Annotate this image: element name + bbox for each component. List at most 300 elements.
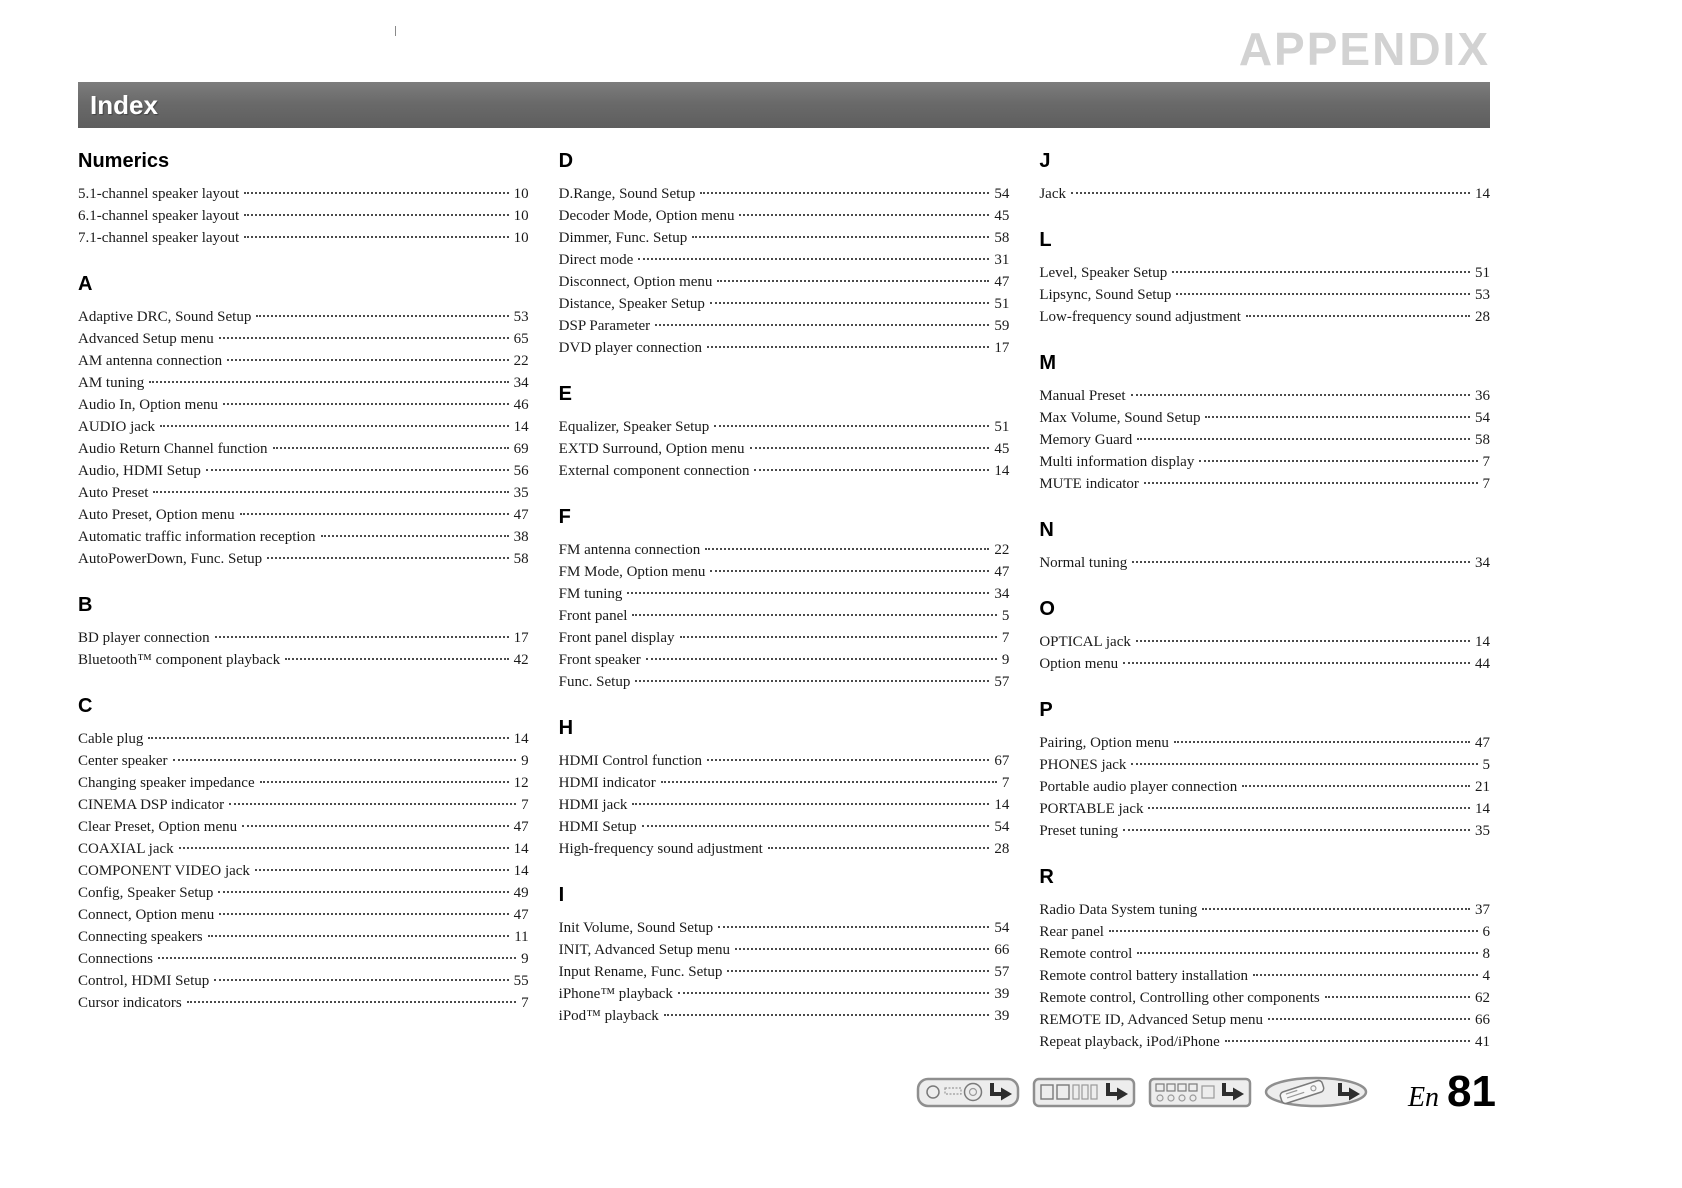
index-entry-page-number: 56 [513, 463, 529, 479]
index-entry [78, 504, 529, 526]
index-entry-label: Decoder Mode, Option menu [558, 208, 735, 224]
dotted-leader [750, 447, 990, 449]
index-entry-page-number: 7 [1001, 630, 1010, 646]
dotted-leader [267, 557, 509, 559]
index-entry-label: FM Mode, Option menu [558, 564, 706, 580]
index-entry-label: Control, HDMI Setup [78, 973, 210, 989]
index-entry-label: FM antenna connection [558, 542, 701, 558]
index-entry-page-number: 14 [994, 797, 1010, 813]
dotted-leader [1109, 930, 1478, 932]
index-entry [1039, 820, 1490, 842]
index-entry-page-number: 44 [1475, 656, 1491, 672]
dotted-leader [153, 491, 508, 493]
index-entry-page-number: 14 [513, 731, 529, 747]
index-section-heading: L [1039, 229, 1052, 251]
index-entry [1039, 732, 1490, 754]
footer-reference-icons [916, 1072, 1368, 1112]
index-entry-label: Connecting speakers [78, 929, 203, 945]
index-entry-label: Distance, Speaker Setup [558, 296, 705, 312]
index-entry-page-number: 66 [994, 942, 1010, 958]
index-entry-label: Remote control [1039, 946, 1133, 962]
front-panel-display-icon [1032, 1072, 1136, 1112]
page-footer [916, 1067, 1496, 1116]
index-entry [78, 860, 529, 882]
dotted-leader [661, 781, 997, 783]
index-entry [1039, 1009, 1490, 1031]
index-entry [78, 350, 529, 372]
index-entry-label: Equalizer, Speaker Setup [558, 419, 710, 435]
index-entry-page-number: 10 [513, 186, 529, 202]
dotted-leader [158, 957, 516, 959]
index-entry-page-number: 22 [994, 542, 1010, 558]
index-entry [78, 227, 529, 249]
rear-panel-icon [1148, 1072, 1252, 1112]
index-entry-label: PORTABLE jack [1039, 801, 1144, 817]
index-entry-label: Level, Speaker Setup [1039, 265, 1168, 281]
dotted-leader [1071, 192, 1470, 194]
index-entry [78, 372, 529, 394]
dotted-leader [1199, 460, 1477, 462]
index-entry-label: 6.1-channel speaker layout [78, 208, 240, 224]
index-entry-page-number: 28 [1475, 309, 1491, 325]
index-section-heading: A [78, 273, 93, 295]
dotted-leader [256, 315, 508, 317]
index-entry-label: MUTE indicator [1039, 476, 1139, 492]
dotted-leader [632, 803, 989, 805]
index-entry [559, 917, 1010, 939]
index-entry [559, 1005, 1010, 1027]
index-entry-page-number: 55 [513, 973, 529, 989]
index-entry-label: High-frequency sound adjustment [558, 841, 763, 857]
index-section-heading: H [558, 717, 574, 739]
dotted-leader [1137, 952, 1477, 954]
index-entry-page-number: 14 [1475, 634, 1491, 650]
index-section-heading: R [1039, 866, 1054, 888]
index-entry-label: HDMI Control function [558, 753, 702, 769]
dotted-leader [285, 658, 509, 660]
index-entry [78, 394, 529, 416]
index-entry [78, 948, 529, 970]
index-entry-label: REMOTE ID, Advanced Setup menu [1039, 1012, 1264, 1028]
index-entry-page-number: 47 [513, 907, 529, 923]
index-entry-page-number: 21 [1475, 779, 1491, 795]
index-entry [1039, 631, 1490, 653]
index-entry-page-number: 57 [994, 674, 1010, 690]
index-section-heading: P [1039, 699, 1053, 721]
index-entry-label: 5.1-channel speaker layout [78, 186, 240, 202]
index-entry-page-number: 28 [994, 841, 1010, 857]
dotted-leader [1253, 974, 1477, 976]
dotted-leader [173, 759, 517, 761]
dotted-leader [219, 913, 508, 915]
index-entry-label: Option menu [1039, 656, 1119, 672]
index-section-heading: F [558, 506, 571, 528]
index-entry-page-number: 51 [994, 419, 1010, 435]
index-entry-page-number: 36 [1475, 388, 1491, 404]
index-entry-label: Front panel [558, 608, 628, 624]
index-entry [559, 983, 1010, 1005]
index-entry-label: Audio, HDMI Setup [78, 463, 201, 479]
dotted-leader [1242, 785, 1470, 787]
index-entry-page-number: 53 [513, 309, 529, 325]
index-entry [78, 328, 529, 350]
index-entry-page-number: 47 [1475, 735, 1491, 751]
dotted-leader [1174, 741, 1470, 743]
index-entry-page-number: 37 [1475, 902, 1491, 918]
index-entry-page-number: 54 [994, 819, 1010, 835]
dotted-leader [214, 979, 508, 981]
index-entry-label: Changing speaker impedance [78, 775, 255, 791]
index-entry-label: Rear panel [1039, 924, 1104, 940]
index-entry [559, 271, 1010, 293]
dotted-leader [692, 236, 989, 238]
index-entry-page-number: 69 [513, 441, 529, 457]
index-entry [78, 904, 529, 926]
index-entry-label: BD player connection [78, 630, 210, 646]
dotted-leader [1131, 394, 1470, 396]
index-entry [559, 293, 1010, 315]
index-entry-page-number: 34 [994, 586, 1010, 602]
dotted-leader [705, 548, 989, 550]
index-entry [1039, 306, 1490, 328]
dotted-leader [187, 1001, 516, 1003]
index-entry [1039, 987, 1490, 1009]
index-entry-label: Audio In, Option menu [78, 397, 218, 413]
index-entry-page-number: 65 [513, 331, 529, 347]
index-entry [559, 460, 1010, 482]
index-entry [78, 728, 529, 750]
index-entry-label: FM tuning [558, 586, 623, 602]
index-section-heading: N [1039, 519, 1054, 541]
index-entry-page-number: 35 [513, 485, 529, 501]
crop-mark [395, 26, 396, 36]
dotted-leader [642, 825, 990, 827]
index-entry [559, 772, 1010, 794]
index-entry [78, 926, 529, 948]
index-entry [559, 337, 1010, 359]
dotted-leader [1268, 1018, 1470, 1020]
index-entry-label: AutoPowerDown, Func. Setup [78, 551, 263, 567]
index-entry [78, 992, 529, 1014]
index-entry-label: Low-frequency sound adjustment [1039, 309, 1241, 325]
index-entry-label: Front speaker [558, 652, 641, 668]
dotted-leader [707, 759, 989, 761]
index-entry [559, 249, 1010, 271]
dotted-leader [727, 970, 989, 972]
index-entry-page-number: 45 [994, 441, 1010, 457]
index-entry [559, 750, 1010, 772]
index-entry-page-number: 17 [994, 340, 1010, 356]
index-entry-page-number: 39 [994, 1008, 1010, 1024]
index-entry [559, 227, 1010, 249]
index-entry-page-number: 9 [521, 951, 529, 967]
dotted-leader [664, 1014, 990, 1016]
dotted-leader [208, 935, 510, 937]
index-entry-page-number: 47 [513, 507, 529, 523]
dotted-leader [1131, 763, 1477, 765]
dotted-leader [1136, 640, 1470, 642]
index-entry [78, 882, 529, 904]
index-entry-page-number: 7 [521, 995, 529, 1011]
dotted-leader [754, 469, 989, 471]
index-entry-label: Advanced Setup menu [78, 331, 214, 347]
index-entry-page-number: 54 [994, 186, 1010, 202]
dotted-leader [219, 337, 509, 339]
index-entry [559, 438, 1010, 460]
index-entry-label: Connect, Option menu [78, 907, 215, 923]
dotted-leader [735, 948, 989, 950]
index-entry-label: iPod™ playback [558, 1008, 659, 1024]
dotted-leader [678, 992, 989, 994]
index-entry-page-number: 39 [994, 986, 1010, 1002]
index-entry-label: OPTICAL jack [1039, 634, 1131, 650]
index-entry [78, 772, 529, 794]
index-entry [559, 561, 1010, 583]
dotted-leader [227, 359, 509, 361]
index-entry [1039, 407, 1490, 429]
dotted-leader [1202, 908, 1470, 910]
index-entry [78, 416, 529, 438]
remote-control-icon [1264, 1072, 1368, 1112]
index-entry-page-number: 53 [1475, 287, 1491, 303]
index-entry-page-number: 14 [513, 863, 529, 879]
page-identifier [1407, 1067, 1496, 1116]
index-entry [559, 583, 1010, 605]
index-entry [1039, 798, 1490, 820]
dotted-leader [244, 192, 508, 194]
index-entry [1039, 653, 1490, 675]
index-entry-page-number: 45 [994, 208, 1010, 224]
dotted-leader [148, 737, 508, 739]
index-entry [1039, 1031, 1490, 1053]
index-entry [1039, 385, 1490, 407]
dotted-leader [1137, 438, 1470, 440]
index-entry [559, 416, 1010, 438]
index-entry-label: Center speaker [78, 753, 168, 769]
index-entry-page-number: 11 [514, 929, 529, 945]
index-section-heading: M [1039, 352, 1057, 374]
dotted-leader [717, 280, 989, 282]
dotted-leader [646, 658, 997, 660]
dotted-leader [206, 469, 509, 471]
index-section-heading: I [558, 884, 565, 906]
index-entry-label: Manual Preset [1039, 388, 1126, 404]
index-entry [78, 816, 529, 838]
index-section-heading: B [78, 594, 93, 616]
index-title: Index [90, 89, 158, 120]
index-entry-label: Bluetooth™ component playback [78, 652, 281, 668]
index-entry-label: D.Range, Sound Setup [558, 186, 696, 202]
index-entry [1039, 451, 1490, 473]
index-entry [559, 961, 1010, 983]
index-entry [78, 794, 529, 816]
dotted-leader [215, 636, 509, 638]
index-entry-label: HDMI jack [558, 797, 628, 813]
index-entry-label: Cursor indicators [78, 995, 182, 1011]
dotted-leader [260, 781, 509, 783]
index-entry-label: INIT, Advanced Setup menu [558, 942, 731, 958]
index-entry-page-number: 6 [1482, 924, 1491, 940]
index-entry-page-number: 58 [513, 551, 529, 567]
index-entry [78, 548, 529, 570]
dotted-leader [160, 425, 509, 427]
front-panel-icon [916, 1072, 1020, 1112]
index-entry-label: Portable audio player connection [1039, 779, 1238, 795]
dotted-leader [710, 570, 989, 572]
index-entry-page-number: 42 [513, 652, 529, 668]
index-entry-label: Pairing, Option menu [1039, 735, 1169, 751]
index-entry-label: COAXIAL jack [78, 841, 174, 857]
index-entry-page-number: 67 [994, 753, 1010, 769]
dotted-leader [1176, 293, 1470, 295]
index-entry-page-number: 14 [1475, 801, 1491, 817]
index-entry [559, 183, 1010, 205]
dotted-leader [635, 680, 989, 682]
index-entry-label: HDMI indicator [558, 775, 656, 791]
page-number: 81 [1447, 1067, 1496, 1116]
index-entry-page-number: 41 [1475, 1034, 1491, 1050]
index-entry-label: Clear Preset, Option menu [78, 819, 238, 835]
language-label: En [1407, 1082, 1440, 1113]
index-entry [1039, 776, 1490, 798]
index-entry-label: Remote control, Controlling other components [1039, 990, 1320, 1006]
index-entry-label: Jack [1039, 186, 1066, 202]
index-entry-label: Audio Return Channel function [78, 441, 268, 457]
index-entry [1039, 473, 1490, 495]
index-entry-page-number: 14 [994, 463, 1010, 479]
index-entry-label: AUDIO jack [78, 419, 156, 435]
index-entry-label: Front panel display [558, 630, 675, 646]
index-entry-label: Remote control battery installation [1039, 968, 1249, 984]
index-entry-page-number: 7 [1001, 775, 1010, 791]
index-column-2 [559, 148, 1010, 1053]
index-entry-page-number: 7 [1482, 454, 1491, 470]
dotted-leader [1123, 662, 1470, 664]
index-entry-page-number: 35 [1475, 823, 1491, 839]
dotted-leader [739, 214, 989, 216]
index-entry-label: DSP Parameter [558, 318, 651, 334]
index-entry [1039, 943, 1490, 965]
index-entry-label: Disconnect, Option menu [558, 274, 713, 290]
index-columns [78, 148, 1490, 1053]
index-section-heading: Numerics [78, 150, 170, 172]
index-entry-page-number: 10 [513, 208, 529, 224]
index-entry-label: HDMI Setup [558, 819, 637, 835]
index-entry-label: Preset tuning [1039, 823, 1119, 839]
index-entry [78, 526, 529, 548]
index-entry [559, 539, 1010, 561]
index-entry-page-number: 46 [513, 397, 529, 413]
index-entry-label: Direct mode [558, 252, 634, 268]
index-entry-label: iPhone™ playback [558, 986, 673, 1002]
dotted-leader [244, 214, 508, 216]
index-entry-label: AM tuning [78, 375, 145, 391]
index-entry [559, 205, 1010, 227]
index-entry-label: Auto Preset [78, 485, 149, 501]
dotted-leader [223, 403, 509, 405]
index-entry-label: COMPONENT VIDEO jack [78, 863, 250, 879]
index-entry-page-number: 51 [994, 296, 1010, 312]
index-entry-page-number: 14 [513, 841, 529, 857]
index-entry-page-number: 9 [1001, 652, 1010, 668]
index-entry [1039, 965, 1490, 987]
index-entry-page-number: 54 [994, 920, 1010, 936]
index-entry-label: Adaptive DRC, Sound Setup [78, 309, 252, 325]
index-entry-page-number: 49 [513, 885, 529, 901]
dotted-leader [707, 346, 989, 348]
index-entry [559, 315, 1010, 337]
index-entry [559, 649, 1010, 671]
index-entry [559, 671, 1010, 693]
index-entry-page-number: 10 [513, 230, 529, 246]
index-entry-label: Multi information display [1039, 454, 1195, 470]
index-entry [78, 649, 529, 671]
index-entry-page-number: 58 [1475, 432, 1491, 448]
index-entry-page-number: 14 [1475, 186, 1491, 202]
dotted-leader [1172, 271, 1470, 273]
index-entry-label: AM antenna connection [78, 353, 223, 369]
dotted-leader [1205, 416, 1470, 418]
index-entry-label: Config, Speaker Setup [78, 885, 214, 901]
index-entry-page-number: 34 [1475, 555, 1491, 571]
index-entry-page-number: 66 [1475, 1012, 1491, 1028]
dotted-leader [768, 847, 990, 849]
index-entry-page-number: 47 [994, 274, 1010, 290]
index-entry [78, 750, 529, 772]
dotted-leader [1132, 561, 1470, 563]
index-section-heading: D [558, 150, 574, 172]
index-entry-label: 7.1-channel speaker layout [78, 230, 240, 246]
index-entry-page-number: 7 [521, 797, 529, 813]
index-entry [559, 838, 1010, 860]
dotted-leader [1246, 315, 1470, 317]
index-entry [559, 816, 1010, 838]
index-entry-page-number: 8 [1482, 946, 1491, 962]
index-entry-page-number: 31 [994, 252, 1010, 268]
dotted-leader [627, 592, 989, 594]
index-entry-page-number: 34 [513, 375, 529, 391]
index-entry-label: Cable plug [78, 731, 144, 747]
index-title-bar [78, 82, 1490, 128]
index-entry [1039, 284, 1490, 306]
index-entry-page-number: 59 [994, 318, 1010, 334]
index-entry [78, 183, 529, 205]
index-entry-page-number: 38 [513, 529, 529, 545]
index-entry-label: DVD player connection [558, 340, 702, 356]
index-entry-label: Auto Preset, Option menu [78, 507, 235, 523]
index-entry-label: Radio Data System tuning [1039, 902, 1198, 918]
index-entry [559, 627, 1010, 649]
index-entry [559, 605, 1010, 627]
index-entry [78, 482, 529, 504]
index-entry-page-number: 17 [513, 630, 529, 646]
dotted-leader [149, 381, 508, 383]
dotted-leader [718, 926, 989, 928]
index-entry-page-number: 22 [513, 353, 529, 369]
dotted-leader [700, 192, 989, 194]
index-section-heading: O [1039, 598, 1055, 620]
index-entry-page-number: 47 [994, 564, 1010, 580]
manual-index-page [0, 23, 1682, 1188]
index-entry-page-number: 54 [1475, 410, 1491, 426]
index-entry [559, 794, 1010, 816]
index-entry-label: Dimmer, Func. Setup [558, 230, 688, 246]
index-entry [78, 627, 529, 649]
index-entry-page-number: 7 [1482, 476, 1491, 492]
index-entry [78, 306, 529, 328]
index-entry-label: PHONES jack [1039, 757, 1127, 773]
index-entry [78, 205, 529, 227]
